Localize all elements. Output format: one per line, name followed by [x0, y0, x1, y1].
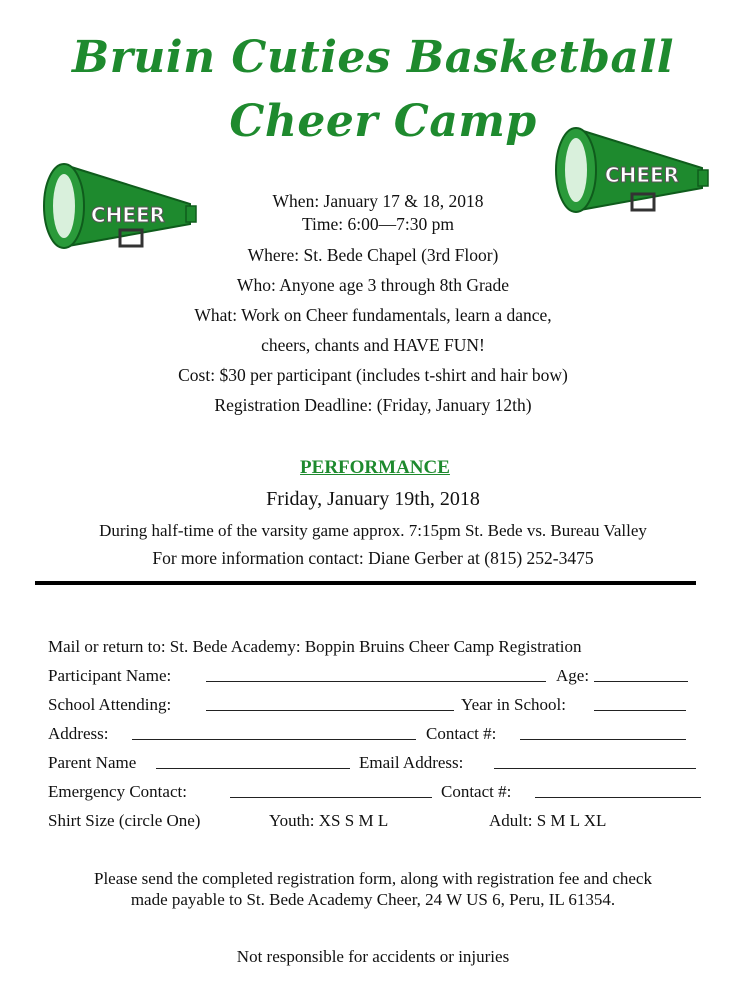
page-title-line-2: Cheer Camp	[229, 96, 537, 147]
what-text-2: cheers, chants and HAVE FUN!	[261, 335, 485, 355]
school-field[interactable]	[206, 696, 454, 711]
when-text: When: January 17 & 18, 2018	[272, 191, 484, 211]
year-label: Year in School:	[461, 695, 566, 714]
time-text: Time: 6:00—7:30 pm	[301, 214, 454, 234]
mail-to-text: Mail or return to: St. Bede Academy: Boppin Bruins Cheer Camp Registration	[48, 637, 582, 656]
school-label: School Attending:	[48, 695, 172, 714]
performance-info: During half-time of the varsity game approx. 7:15pm St. Bede vs. Bureau Valley	[99, 521, 647, 540]
shirt-size-label: Shirt Size (circle One)	[48, 811, 201, 830]
parent-name-label: Parent Name	[48, 753, 137, 772]
youth-sizes[interactable]: Youth: XS S M L	[269, 811, 389, 830]
parent-row	[48, 754, 698, 774]
parent-name-field[interactable]	[156, 754, 350, 769]
participant-row	[48, 667, 698, 687]
year-field[interactable]	[594, 696, 686, 711]
contact-field[interactable]	[520, 725, 686, 740]
emergency-contact-field[interactable]	[230, 783, 432, 798]
email-field[interactable]	[494, 754, 696, 769]
email-label: Email Address:	[359, 753, 464, 772]
address-row	[48, 725, 698, 745]
adult-sizes[interactable]: Adult: S M L XL	[489, 811, 607, 830]
emergency-phone-label: Contact #:	[441, 782, 512, 801]
page-title-line-1: Bruin Cuties Basketball	[72, 32, 674, 83]
deadline-text: Registration Deadline: (Friday, January 12th)	[214, 395, 532, 415]
emergency-phone-field[interactable]	[535, 783, 701, 798]
performance-heading: PERFORMANCE	[300, 457, 450, 478]
performance-date: Friday, January 19th, 2018	[266, 488, 480, 510]
megaphone-right-label: CHEER	[604, 163, 680, 187]
divider-rule	[35, 581, 696, 585]
contact-info: For more information contact: Diane Gerber at (815) 252-3475	[152, 548, 594, 568]
disclaimer-text: Not responsible for accidents or injuries	[236, 947, 510, 966]
what-text-1: What: Work on Cheer fundamentals, learn a dance,	[194, 305, 552, 325]
cost-text: Cost: $30 per participant (includes t-shirt and hair bow)	[178, 365, 568, 385]
where-text: Where: St. Bede Chapel (3rd Floor)	[247, 245, 499, 265]
address-field[interactable]	[132, 725, 416, 740]
age-field[interactable]	[594, 667, 688, 682]
emergency-row	[48, 783, 708, 803]
school-row	[48, 696, 698, 716]
shirt-row	[48, 812, 698, 832]
address-label: Address:	[48, 724, 109, 743]
participant-name-field[interactable]	[206, 667, 546, 682]
send-instructions-2: made payable to St. Bede Academy Cheer, 24 W US 6, Peru, IL 61354.	[130, 890, 616, 909]
age-label: Age:	[556, 666, 590, 685]
participant-name-label: Participant Name:	[48, 666, 172, 685]
megaphone-left-label: CHEER	[90, 203, 166, 227]
send-instructions-1: Please send the completed registration form, along with registration fee and check	[94, 869, 652, 888]
emergency-contact-label: Emergency Contact:	[48, 782, 187, 801]
contact-label: Contact #:	[426, 724, 497, 743]
who-text: Who: Anyone age 3 through 8th Grade	[236, 275, 510, 295]
